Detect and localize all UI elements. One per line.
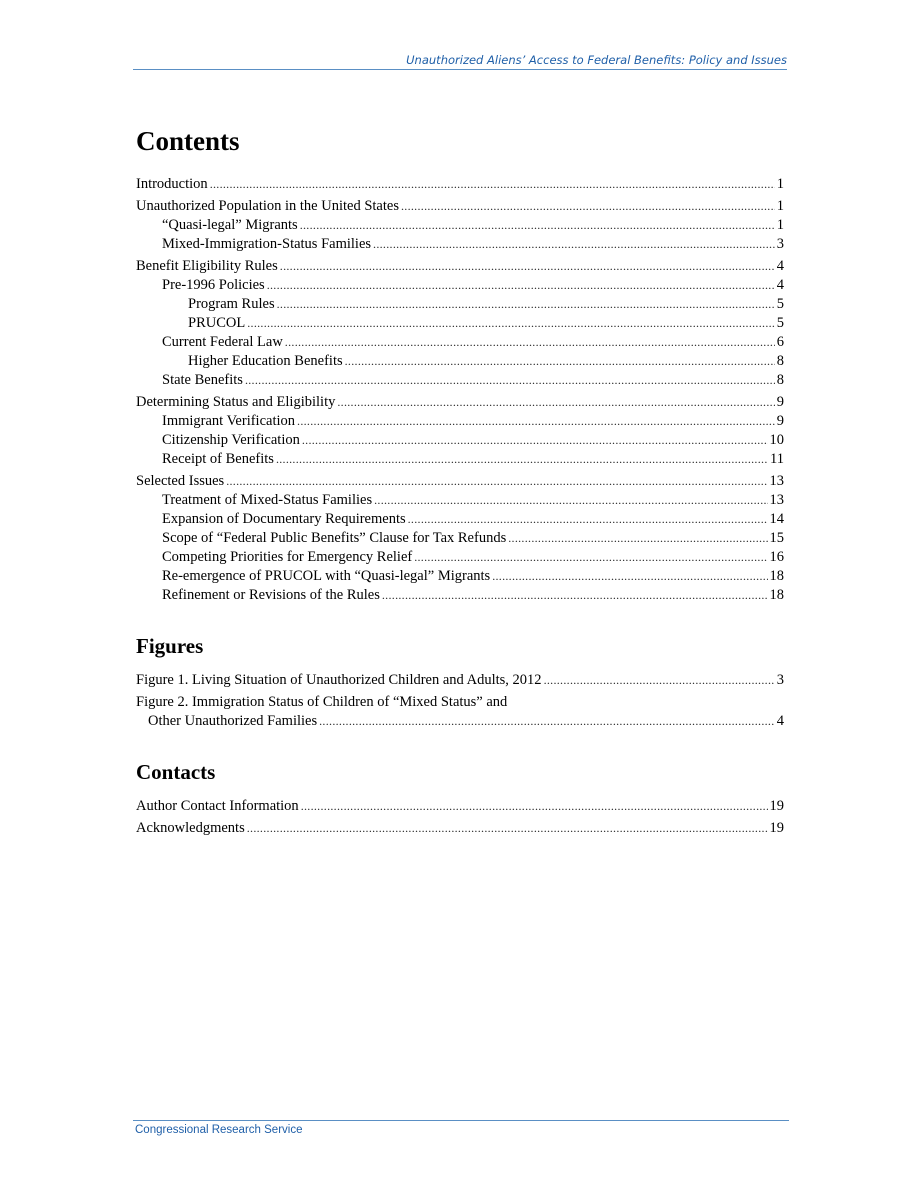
contact-entry-title: Author Contact Information xyxy=(136,798,299,814)
toc-entry-page: 8 xyxy=(776,372,784,388)
toc-entry-title: Higher Education Benefits xyxy=(188,353,343,369)
figure-entry-title-line1: Figure 2. Immigration Status of Children of “Mixed Status” and xyxy=(136,694,508,710)
toc-entry-title: Citizenship Verification xyxy=(162,432,300,448)
toc-entry-state-benefits[interactable] xyxy=(136,371,784,390)
toc-leader-dots xyxy=(544,671,775,690)
toc-entry-higher-education-benefits[interactable] xyxy=(136,352,784,371)
toc-entry-determining-status[interactable] xyxy=(136,393,784,412)
toc-entry-page: 4 xyxy=(776,277,784,293)
figure-entry-title: Figure 1. Living Situation of Unauthorized Children and Adults, 2012 xyxy=(136,672,542,688)
toc-leader-dots xyxy=(301,797,768,816)
toc-entry-page: 1 xyxy=(776,176,784,192)
contacts-heading: Contacts xyxy=(136,760,216,784)
toc-leader-dots xyxy=(247,314,775,333)
running-header: Unauthorized Aliens’ Access to Federal Benefits: Policy and Issues xyxy=(133,52,787,70)
toc-entry-title: Determining Status and Eligibility xyxy=(136,394,336,410)
figure-entry-2[interactable] xyxy=(136,693,784,731)
toc-leader-dots xyxy=(226,472,767,491)
contents-heading: Contents xyxy=(136,126,240,156)
toc-entry-page: 9 xyxy=(776,413,784,429)
toc-entry-page: 8 xyxy=(776,353,784,369)
toc-leader-dots xyxy=(276,450,768,469)
toc-entry-page: 16 xyxy=(769,549,784,565)
toc-entry-mixed-status-families[interactable] xyxy=(136,235,784,254)
contact-entry-author[interactable] xyxy=(136,797,784,816)
toc-entry-page: 14 xyxy=(769,511,784,527)
toc-entry-tax-refunds-clause[interactable] xyxy=(136,529,784,548)
toc-entry-page: 13 xyxy=(769,492,784,508)
toc-entry-treatment-mixed-status[interactable] xyxy=(136,491,784,510)
toc-entry-quasi-legal-migrants[interactable] xyxy=(136,216,784,235)
contact-entry-page: 19 xyxy=(769,798,784,814)
toc-entry-title: Pre-1996 Policies xyxy=(162,277,265,293)
toc-entry-page: 6 xyxy=(776,334,784,350)
toc-entry-title: Current Federal Law xyxy=(162,334,283,350)
toc-leader-dots xyxy=(319,712,775,731)
toc-entry-title: “Quasi-legal” Migrants xyxy=(162,217,298,233)
toc-leader-dots xyxy=(267,276,775,295)
figure-entry-1[interactable] xyxy=(136,671,784,690)
toc-leader-dots xyxy=(300,216,775,235)
toc-entry-emergency-relief[interactable] xyxy=(136,548,784,567)
figure-entry-title-line2-row xyxy=(136,712,784,731)
figures-heading: Figures xyxy=(136,634,204,658)
toc-entry-program-rules[interactable] xyxy=(136,295,784,314)
toc-entry-prucol[interactable] xyxy=(136,314,784,333)
toc-leader-dots xyxy=(414,548,767,567)
toc-entry-title: Scope of “Federal Public Benefits” Clause for Tax Refunds xyxy=(162,530,507,546)
toc-entry-title: Receipt of Benefits xyxy=(162,451,274,467)
toc-entry-title: Competing Priorities for Emergency Relief xyxy=(162,549,413,565)
toc-entry-page: 18 xyxy=(769,568,784,584)
toc-entry-title: Introduction xyxy=(136,176,208,192)
toc-entry-page: 18 xyxy=(769,587,784,603)
toc-leader-dots xyxy=(374,491,767,510)
toc-entry-title: Program Rules xyxy=(188,296,275,312)
toc-entry-page: 9 xyxy=(776,394,784,410)
toc-entry-title: Unauthorized Population in the United States xyxy=(136,198,399,214)
toc-entry-page: 15 xyxy=(769,530,784,546)
table-of-contents xyxy=(136,124,784,838)
toc-entry-page: 13 xyxy=(769,473,784,489)
toc-leader-dots xyxy=(382,586,768,605)
toc-entry-page: 5 xyxy=(776,315,784,331)
contact-entry-title: Acknowledgments xyxy=(136,820,245,836)
toc-entry-title: Selected Issues xyxy=(136,473,225,489)
toc-entry-unauthorized-population[interactable] xyxy=(136,197,784,216)
toc-leader-dots xyxy=(277,295,775,314)
toc-entry-pre-1996-policies[interactable] xyxy=(136,276,784,295)
toc-entry-introduction[interactable] xyxy=(136,175,784,194)
toc-entry-selected-issues[interactable] xyxy=(136,472,784,491)
toc-leader-dots xyxy=(245,371,775,390)
toc-entry-title: Immigrant Verification xyxy=(162,413,296,429)
toc-leader-dots xyxy=(337,393,774,412)
contact-entry-acknowledgments[interactable] xyxy=(136,819,784,838)
toc-leader-dots xyxy=(492,567,767,586)
toc-leader-dots xyxy=(297,412,775,431)
toc-leader-dots xyxy=(345,352,775,371)
toc-leader-dots xyxy=(401,197,775,216)
toc-entry-page: 1 xyxy=(776,217,784,233)
toc-entry-page: 5 xyxy=(776,296,784,312)
running-footer: Congressional Research Service xyxy=(133,1120,789,1136)
toc-entry-title: State Benefits xyxy=(162,372,243,388)
figure-entry-title-line2: Other Unauthorized Families xyxy=(148,713,318,729)
toc-entry-current-federal-law[interactable] xyxy=(136,333,784,352)
toc-entry-title: Treatment of Mixed-Status Families xyxy=(162,492,373,508)
toc-leader-dots xyxy=(408,510,768,529)
toc-entry-re-emergence-prucol[interactable] xyxy=(136,567,784,586)
toc-entry-refinement-rules[interactable] xyxy=(136,586,784,605)
toc-entry-page: 3 xyxy=(776,236,784,252)
toc-entry-title: Refinement or Revisions of the Rules xyxy=(162,587,380,603)
toc-leader-dots xyxy=(302,431,768,450)
toc-entry-page: 1 xyxy=(776,198,784,214)
section-spacer xyxy=(136,731,784,759)
toc-entry-title: PRUCOL xyxy=(188,315,246,331)
toc-entry-title: Mixed-Immigration-Status Families xyxy=(162,236,372,252)
toc-entry-title: Expansion of Documentary Requirements xyxy=(162,511,406,527)
section-spacer xyxy=(136,605,784,633)
toc-leader-dots xyxy=(280,257,775,276)
contact-entry-page: 19 xyxy=(769,820,784,836)
toc-entry-citizenship-verification[interactable] xyxy=(136,431,784,450)
toc-leader-dots xyxy=(210,175,775,194)
toc-entry-documentary-requirements[interactable] xyxy=(136,510,784,529)
toc-leader-dots xyxy=(373,235,775,254)
figure-entry-page: 4 xyxy=(776,713,784,729)
toc-entry-title: Benefit Eligibility Rules xyxy=(136,258,278,274)
toc-entry-immigrant-verification[interactable] xyxy=(136,412,784,431)
figure-entry-page: 3 xyxy=(776,672,784,688)
toc-entry-benefit-eligibility-rules[interactable] xyxy=(136,257,784,276)
toc-entry-page: 4 xyxy=(776,258,784,274)
toc-leader-dots xyxy=(285,333,775,352)
toc-entry-page: 10 xyxy=(769,432,784,448)
toc-leader-dots xyxy=(508,529,767,548)
toc-entry-receipt-of-benefits[interactable] xyxy=(136,450,784,469)
toc-leader-dots xyxy=(247,819,768,838)
toc-entry-page: 11 xyxy=(770,451,784,467)
toc-entry-title: Re-emergence of PRUCOL with “Quasi-legal” Migrants xyxy=(162,568,491,584)
